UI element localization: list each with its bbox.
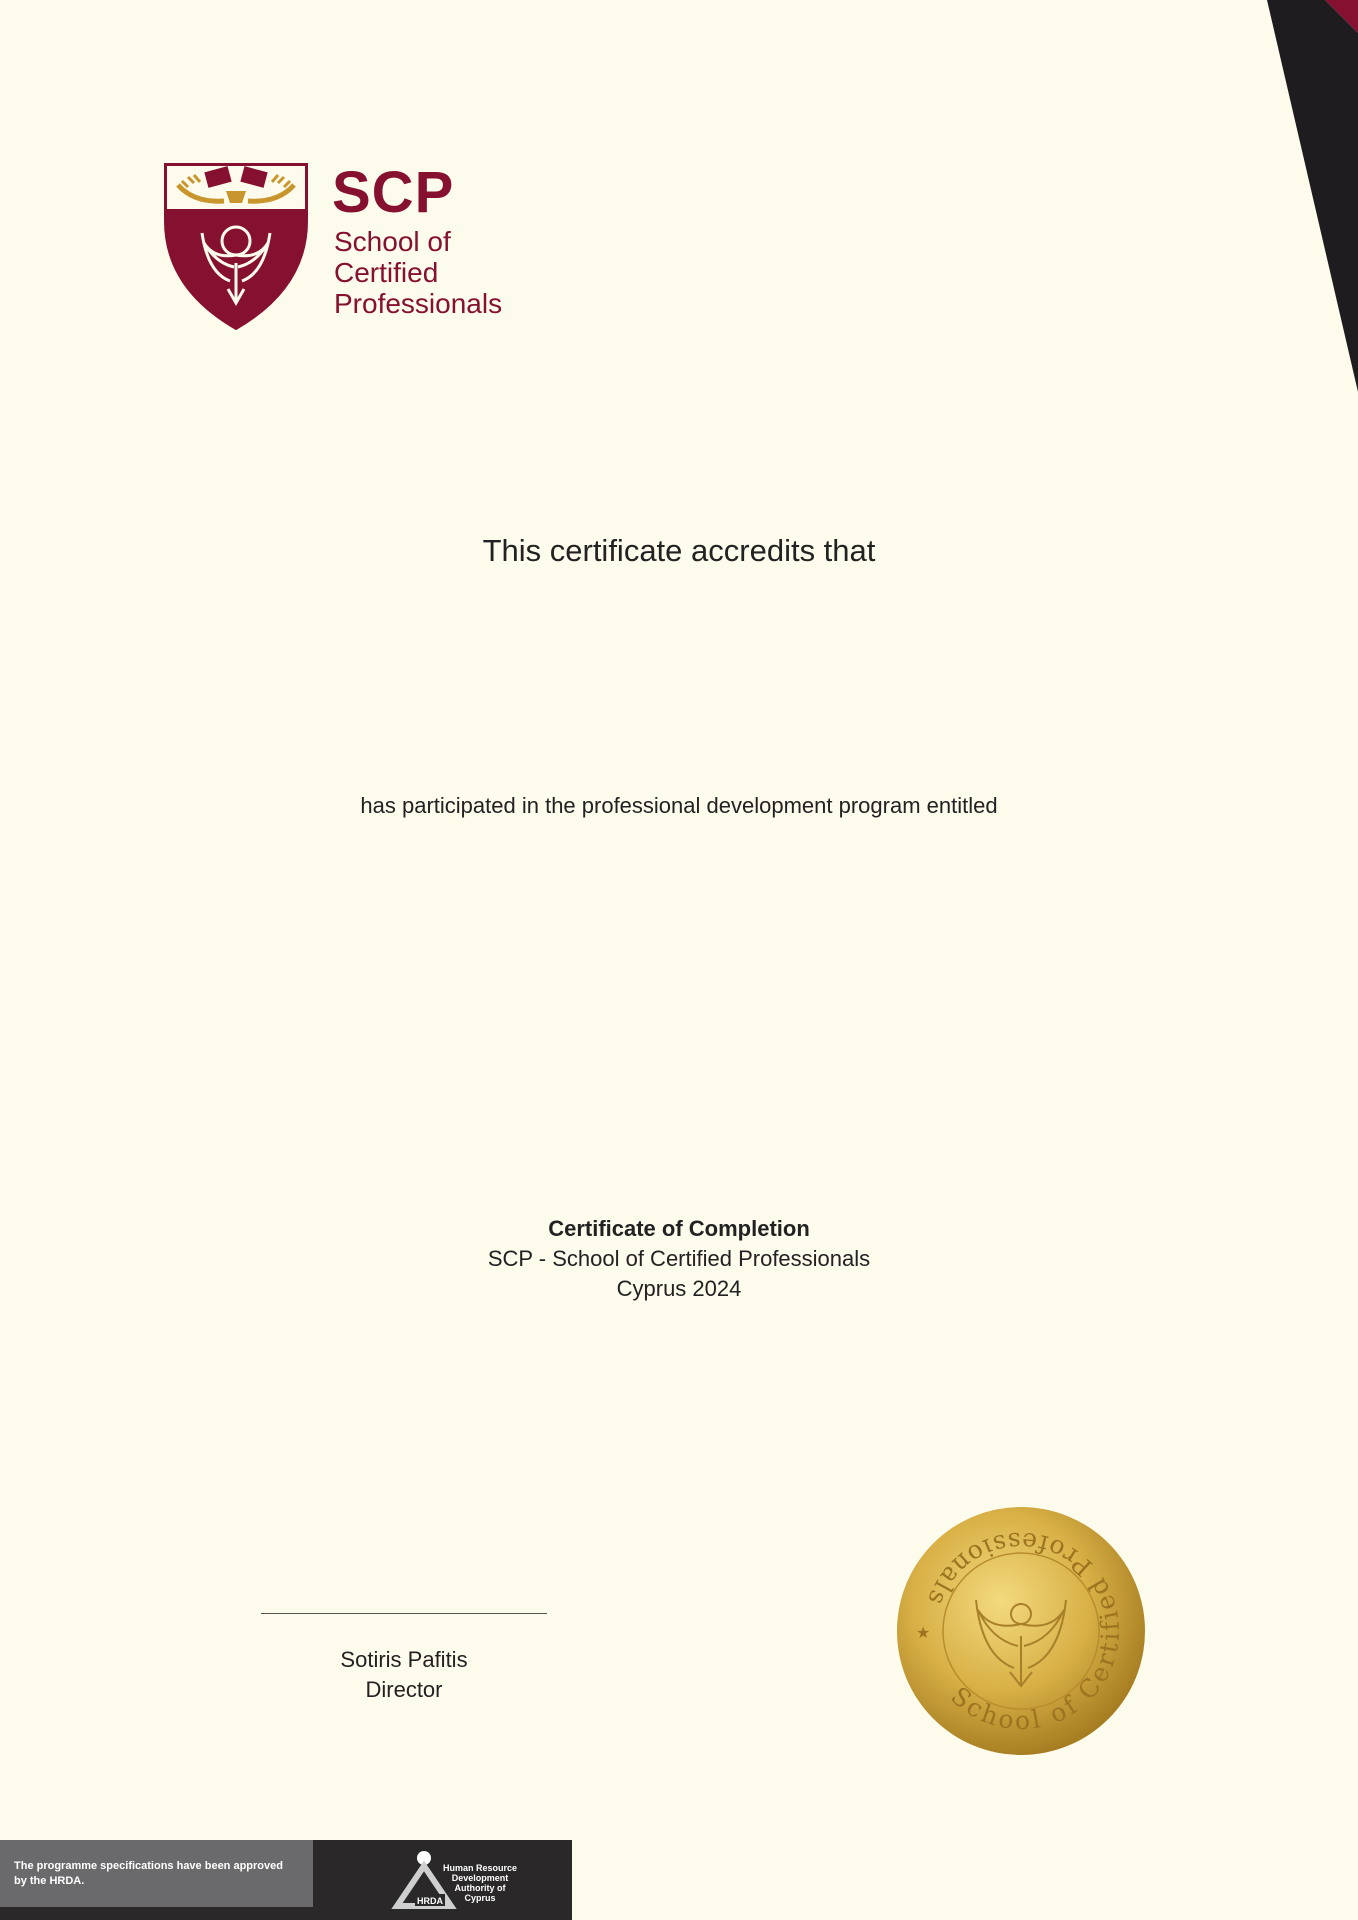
hrda-name-line: Development (451, 1873, 509, 1883)
logo-name-line: Certified (334, 257, 439, 288)
hrda-abbr: HRDA (417, 1896, 443, 1906)
completion-block (0, 1214, 1358, 1304)
signatory-name: Sotiris Pafitis (340, 1647, 468, 1672)
signatory-role: Director (365, 1677, 443, 1702)
gold-seal (896, 1506, 1146, 1756)
accreditation-statement: This certificate accredits that (482, 533, 876, 568)
corner-ribbon (958, 0, 1358, 400)
participation-statement: has participated in the professional development program entitled (360, 793, 998, 818)
issuing-institution: SCP - School of Certified Professionals (487, 1246, 871, 1271)
place-and-year: Cyprus 2024 (616, 1276, 742, 1301)
hrda-logo-panel (313, 1840, 572, 1920)
footer-strip (0, 1907, 313, 1920)
hrda-name (443, 1863, 517, 1903)
approval-line: by the HRDA. (14, 1875, 85, 1887)
hrda-name-line: Authority of (454, 1883, 506, 1893)
signatory-block (261, 1645, 547, 1705)
certificate-type: Certificate of Completion (548, 1216, 810, 1241)
svg-text:★: ★ (916, 1625, 931, 1642)
approval-line: The programme specifications have been approved (14, 1860, 283, 1872)
logo-name-line: School of (334, 226, 451, 257)
hrda-name-line: Human Resource (443, 1863, 518, 1873)
signature-line (261, 1613, 547, 1614)
hrda-approval-note (0, 1840, 313, 1907)
seal-ring-text: School of Certified Professionals (921, 1526, 1126, 1736)
shield-crest-icon (164, 163, 308, 331)
hrda-name-line: Cyprus (464, 1893, 496, 1903)
logo-name-line: Professionals (334, 288, 503, 319)
logo-abbreviation: SCP (332, 160, 455, 225)
logo-school-name (334, 226, 502, 319)
